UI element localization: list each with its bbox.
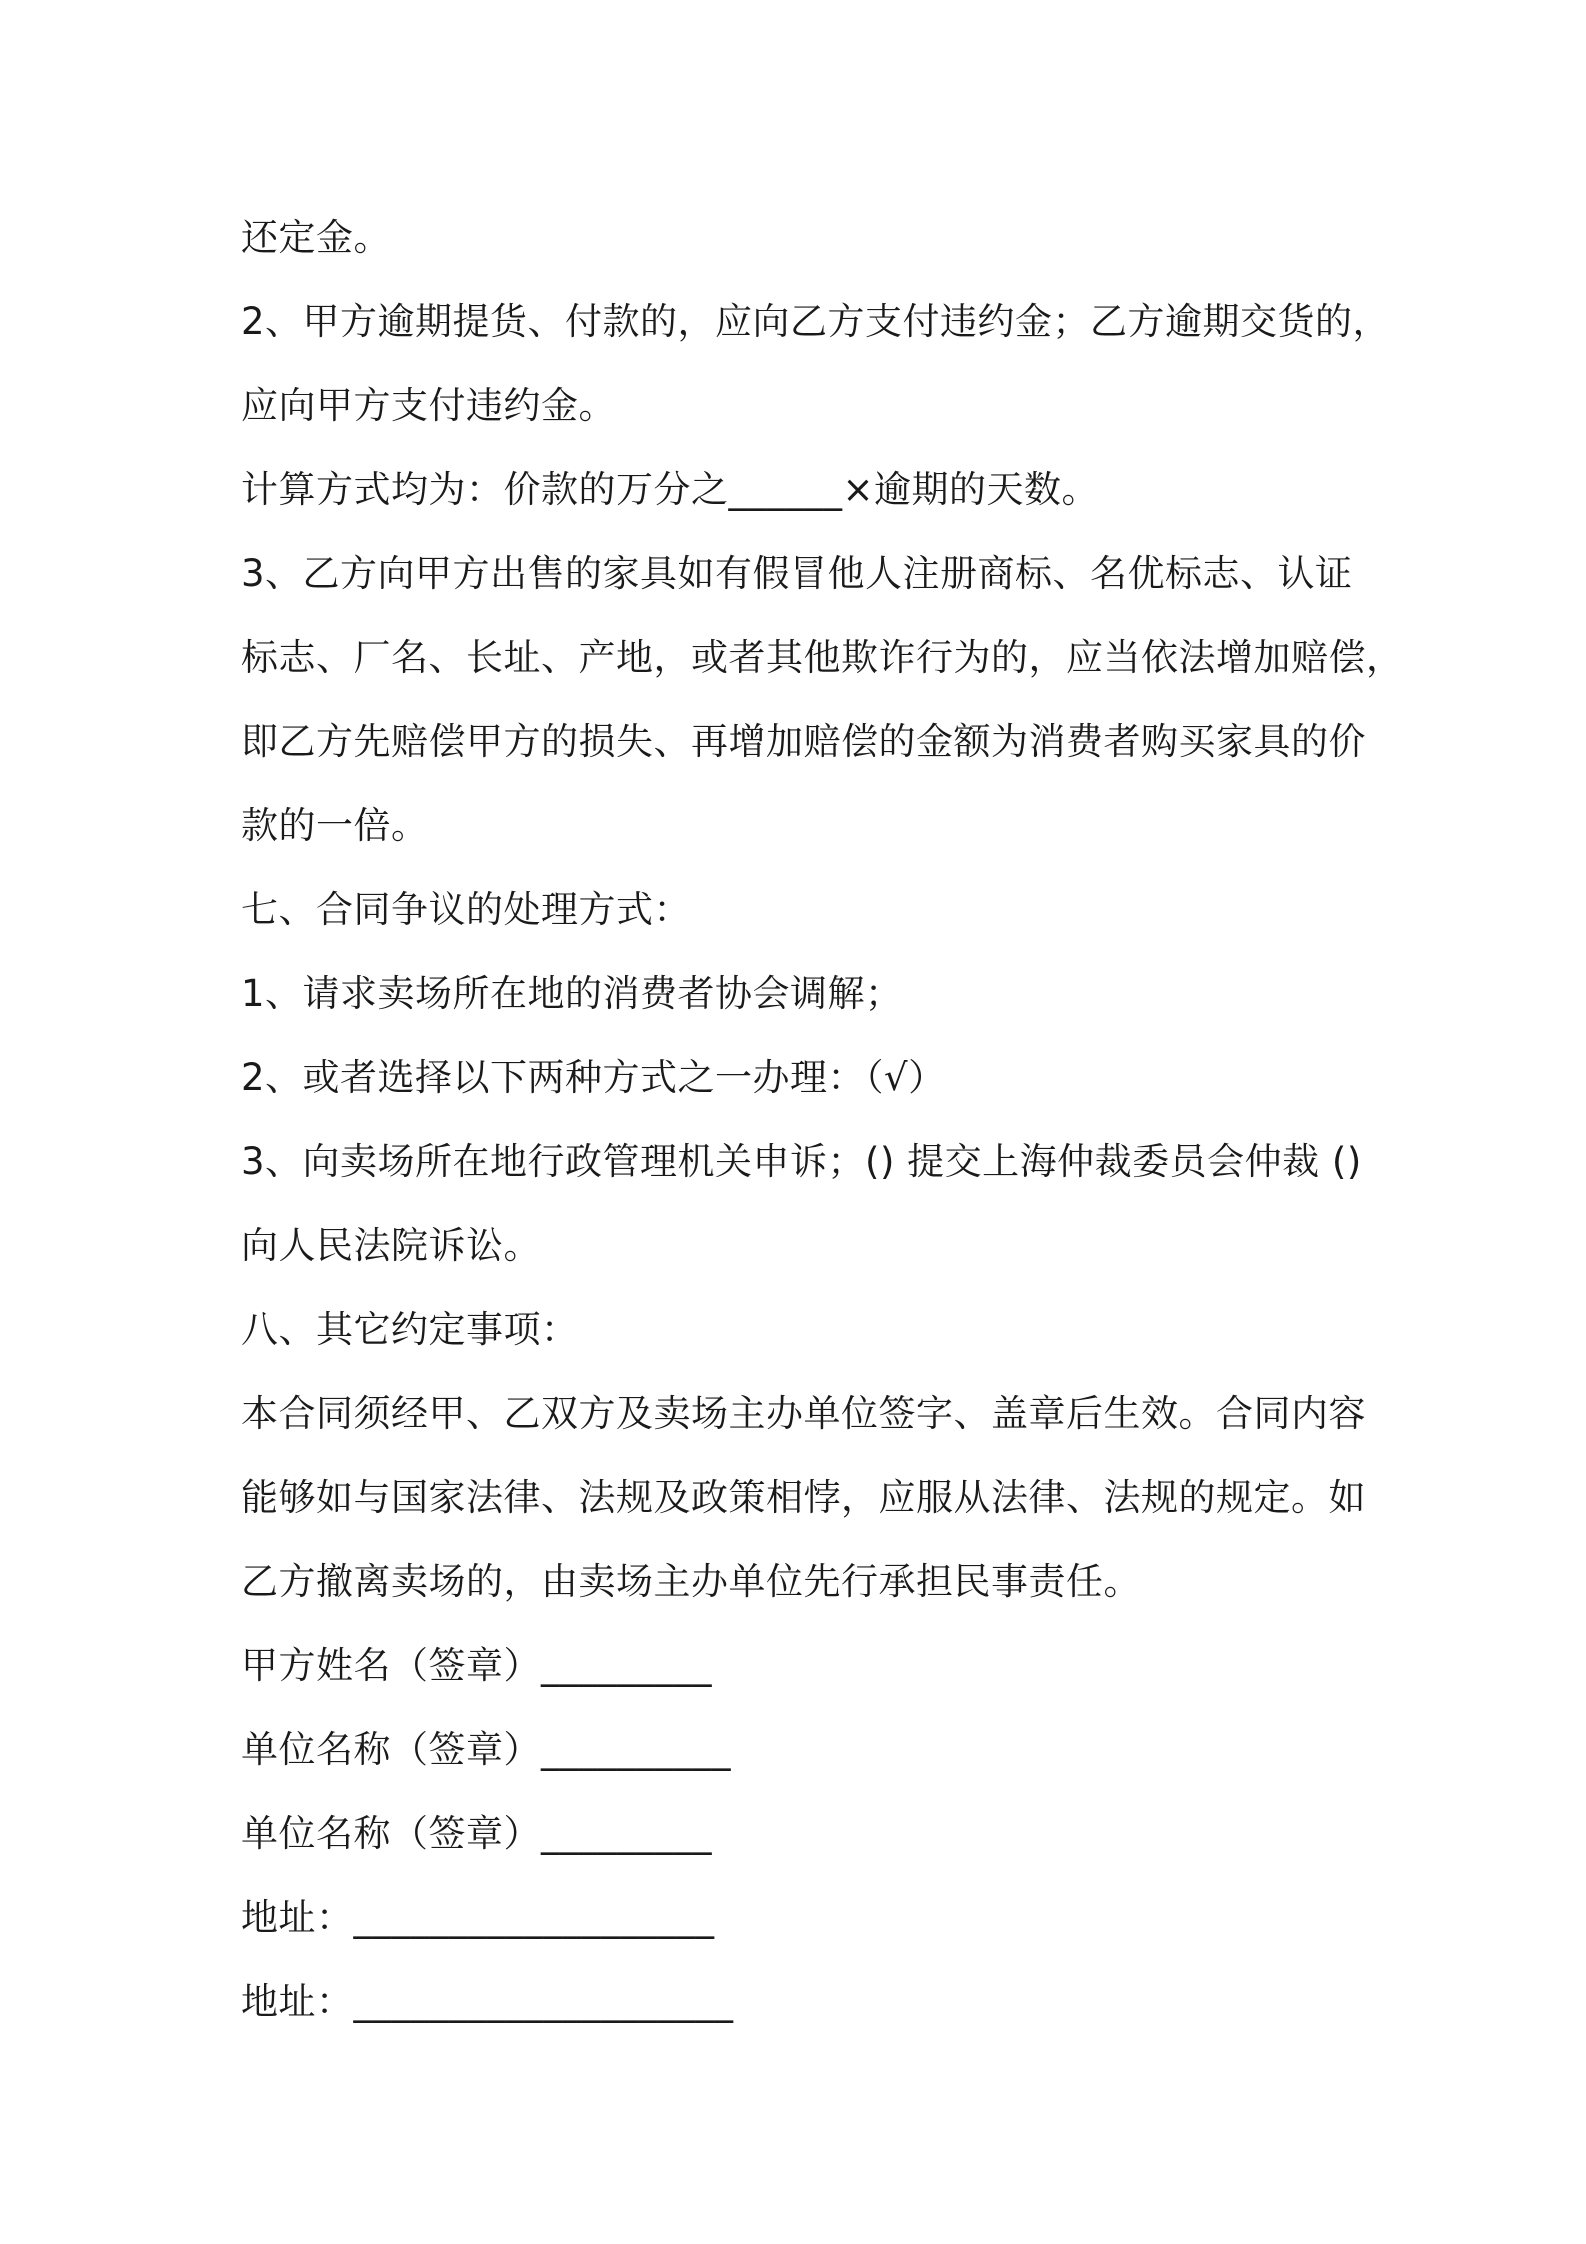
section-heading-other-terms: 八、其它约定事项： (241, 1308, 579, 1351)
text-line-clause-3c: 即乙方先赔偿甲方的损失、再增加赔偿的金额为消费者购买家具的价 (241, 720, 1366, 763)
signature-line-unit-name-1: 单位名称（签章）__________ (241, 1728, 731, 1771)
text-line-dispute-2: 2、或者选择以下两种方式之一办理：（√） (241, 1056, 946, 1099)
text-line-calculation: 计算方式均为：价款的万分之______×逾期的天数。 (241, 468, 1100, 511)
signature-line-party-a-name: 甲方姓名（签章）_________ (241, 1644, 712, 1687)
text-line-dispute-3a: 3、向卖场所在地行政管理机关申诉；() 提交上海仲裁委员会仲裁 () (241, 1140, 1362, 1183)
text-line-clause-2b: 应向甲方支付违约金。 (241, 384, 616, 427)
document-body (241, 196, 1404, 2044)
address-line-1: 地址：___________________ (241, 1896, 715, 1939)
text-line-clause-2a: 2、甲方逾期提货、付款的，应向乙方支付违约金；乙方逾期交货的， (241, 300, 1391, 343)
text-line-terms-a: 本合同须经甲、乙双方及卖场主办单位签字、盖章后生效。合同内容 (241, 1392, 1366, 1435)
text-line-terms-b: 能够如与国家法律、法规及政策相悖，应服从法律、法规的规定。如 (241, 1476, 1366, 1519)
text-line-deposit-return: 还定金。 (241, 216, 391, 259)
text-line-clause-3a: 3、乙方向甲方出售的家具如有假冒他人注册商标、名优标志、认证 (241, 552, 1353, 595)
address-line-2: 地址：____________________ (241, 1980, 734, 2023)
text-line-terms-c: 乙方撤离卖场的，由卖场主办单位先行承担民事责任。 (241, 1560, 1141, 1603)
section-heading-disputes: 七、合同争议的处理方式： (241, 888, 691, 931)
signature-line-unit-name-2: 单位名称（签章）_________ (241, 1812, 712, 1855)
text-line-dispute-3b: 向人民法院诉讼。 (241, 1224, 541, 1267)
text-line-clause-3d: 款的一倍。 (241, 804, 429, 847)
text-line-clause-3b: 标志、厂名、长址、产地，或者其他欺诈行为的，应当依法增加赔偿， (241, 636, 1404, 679)
text-line-dispute-1: 1、请求卖场所在地的消费者协会调解； (241, 972, 903, 1015)
